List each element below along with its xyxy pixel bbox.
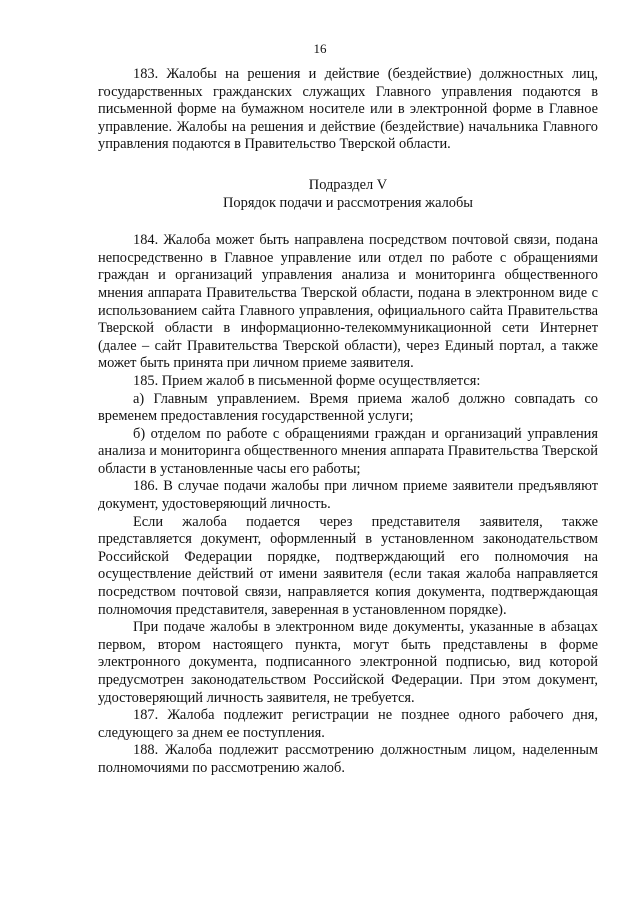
spacer [98, 154, 598, 177]
paragraph-185-a: а) Главным управлением. Время приема жалоб должно совпадать со временем предоставления государственной услуги; [98, 390, 598, 425]
paragraph-186-electronic: При подаче жалобы в электронном виде документы, указанные в абзацах первом, втором настоящего пункта, могут быть представлены в форме электронного документа, подписанного электронной подписью, вид которой предусмотрен законодательством Российской Федерации. При этом документ, удостоверяющий личность заявителя, не требуется. [98, 619, 598, 706]
document-body [98, 66, 598, 778]
paragraph-186: 186. В случае подачи жалобы при личном приеме заявители предъявляют документ, удостоверяющий личность. [98, 478, 598, 513]
paragraph-183: 183. Жалобы на решения и действие (бездействие) должностных лиц, государственных гражданских служащих Главного управления подаются в письменной форме на бумажном носителе или в электронной форме в Главное управление. Жалобы на решения и действие (бездействие) начальника Главного управления подаются в Правительство Тверской области. [98, 66, 598, 153]
paragraph-187: 187. Жалоба подлежит регистрации не позднее одного рабочего дня, следующего за днем ее поступления. [98, 707, 598, 741]
subsection-title: Порядок подачи и рассмотрения жалобы [223, 194, 473, 211]
subsection-label: Подраздел V [308, 176, 388, 193]
paragraph-188: 188. Жалоба подлежит рассмотрению должностным лицом, наделенным полномочиями по рассмотрению жалоб. [98, 742, 598, 776]
spacer [98, 212, 598, 232]
paragraph-184: 184. Жалоба может быть направлена посредством почтовой связи, подана непосредственно в Главное управление или отдел по работе с обращениями граждан и организаций управления анализа и мониторинга общественного мнения аппарата Правительства Тверской области, подана в электронном виде с использованием сайта Главного управления, официального сайта Правительства Тверской области в информационно-телекоммуникационной сети Интернет (далее – сайт Правительства Тверской области), через Единый портал, а также может быть принята при личном приеме заявителя. [98, 232, 598, 372]
paragraph-185: 185. Прием жалоб в письменной форме осуществляется: [133, 372, 481, 389]
paragraph-185-b: б) отделом по работе с обращениями граждан и организаций управления анализа и мониторинга общественного мнения аппарата Правительства Тверской области в установленные часы его работы; [98, 425, 598, 477]
page-number: 16 [313, 41, 327, 56]
paragraph-186-representative: Если жалоба подается через представителя заявителя, также представляется документ, оформленный в установленном законодательством Российской Федерации порядке, подтверждающий его полномочия на осуществление действий от имени заявителя (если такая жалоба направляется посредством почтовой связи, направляется копия документа, подтверждающая полномочия представителя, заверенная в установленном порядке). [98, 513, 598, 618]
